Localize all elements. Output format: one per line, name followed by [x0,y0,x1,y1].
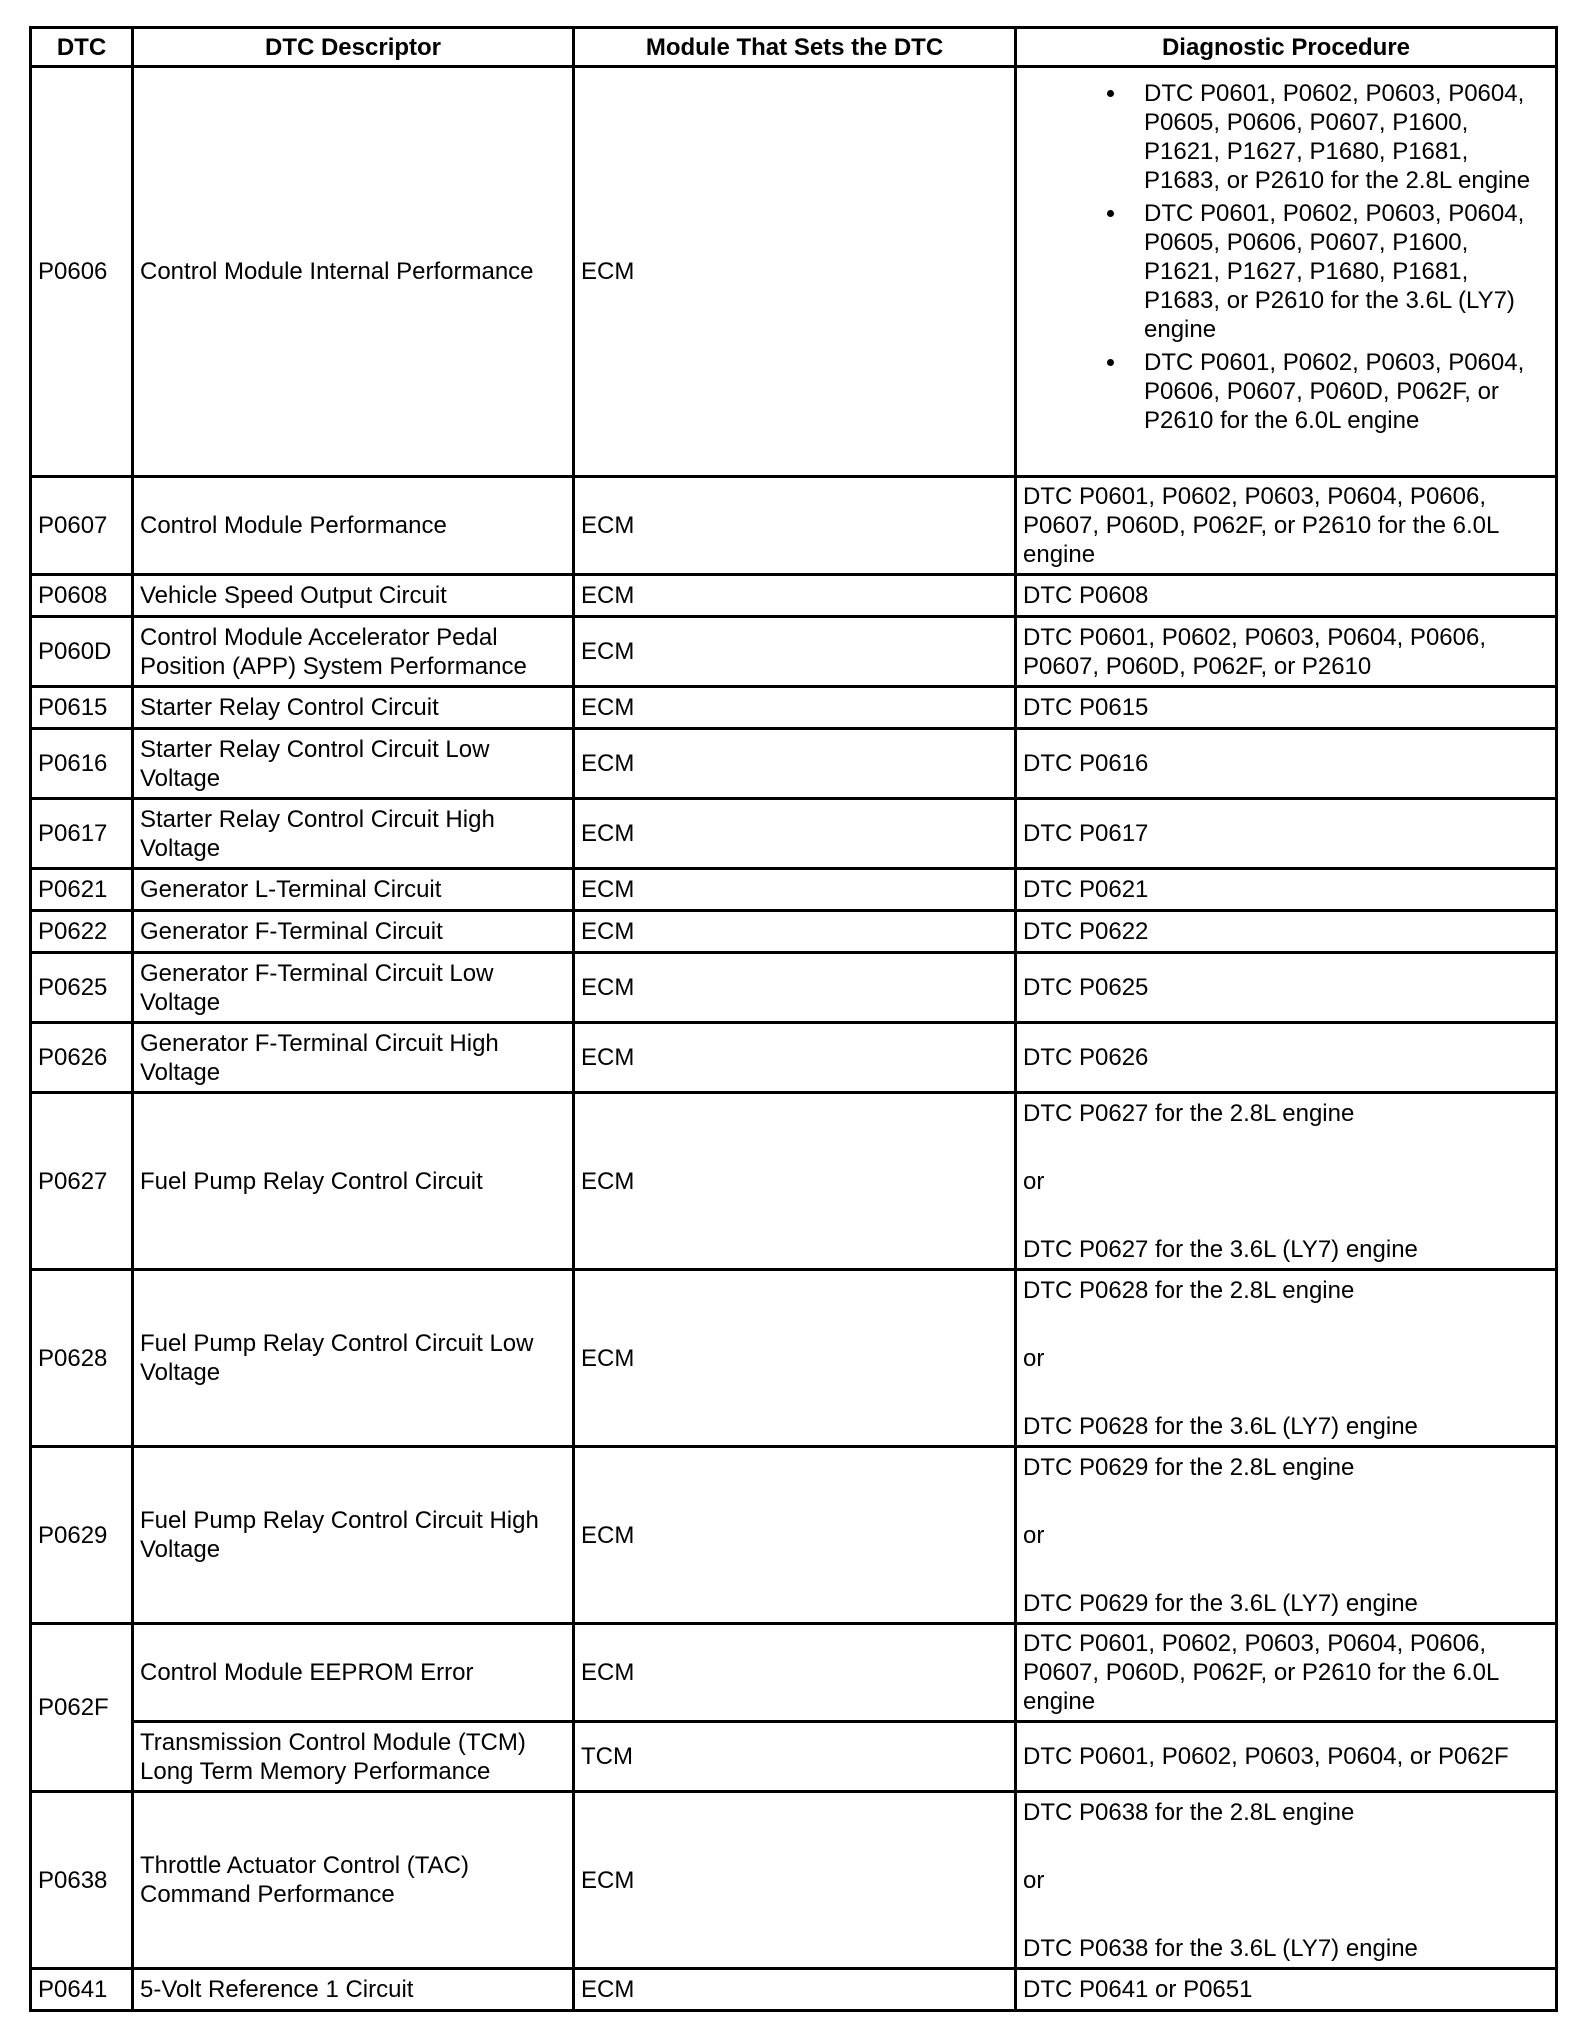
procedure-option: DTC P0629 for the 3.6L (LY7) engine [1023,1589,1418,1617]
dtc-module: ECM [574,687,1016,729]
dtc-code: P0621 [31,869,133,911]
spacer [1023,1895,1549,1934]
procedure-option: DTC P0627 for the 2.8L engine [1023,1099,1355,1127]
dtc-code: P0622 [31,911,133,953]
dtc-code: P0607 [31,477,133,575]
dtc-code: P0638 [31,1792,133,1969]
dtc-descriptor: Fuel Pump Relay Control Circuit High Voltage [133,1447,574,1624]
spacer [1023,1482,1549,1521]
dtc-code: P0628 [31,1270,133,1447]
dtc-code: P0608 [31,575,133,617]
spacer [1023,1305,1549,1344]
dtc-code: P0617 [31,799,133,869]
diagnostic-procedure: DTC P0626 [1016,1023,1557,1093]
dtc-descriptor: Transmission Control Module (TCM) Long Term Memory Performance [133,1722,574,1792]
diagnostic-procedure: DTC P0601, P0602, P0603, P0604, P0606, P0607, P060D, P062F, or P2610 [1016,617,1557,687]
spacer [1023,1550,1549,1589]
header-dtc: DTC [31,28,133,67]
dtc-module: ECM [574,67,1016,477]
table-row [31,799,1557,869]
procedure-option: DTC P0627 for the 3.6L (LY7) engine [1023,1235,1418,1263]
dtc-descriptor: 5-Volt Reference 1 Circuit [133,1969,574,2011]
diagnostic-procedure: DTC P0608 [1016,575,1557,617]
diagnostic-procedure: DTC P0621 [1016,869,1557,911]
dtc-module: ECM [574,575,1016,617]
table-row [31,575,1557,617]
diagnostic-procedure: DTC P0601, P0602, P0603, P0604, P0606, P0607, P060D, P062F, or P2610 for the 6.0L engine [1016,1624,1557,1722]
procedure-option: DTC P0628 for the 3.6L (LY7) engine [1023,1412,1418,1440]
table-row [31,1792,1557,1969]
procedure-option: DTC P0638 for the 3.6L (LY7) engine [1023,1934,1418,1962]
header-row [31,28,1557,67]
procedure-or: or [1023,1866,1045,1894]
spacer [1023,1128,1549,1167]
diagnostic-procedure: DTC P0622 [1016,911,1557,953]
dtc-code: P0629 [31,1447,133,1624]
table-row [31,617,1557,687]
dtc-module: ECM [574,1023,1016,1093]
procedure-option: DTC P0628 for the 2.8L engine [1023,1276,1355,1304]
dtc-code: P0625 [31,953,133,1023]
dtc-module: ECM [574,1447,1016,1624]
dtc-code: P062F [31,1624,133,1792]
dtc-module: ECM [574,1624,1016,1722]
header-module: Module That Sets the DTC [574,28,1016,67]
diagnostic-procedure [1016,1447,1557,1624]
table-row [31,1722,1557,1792]
table-row [31,869,1557,911]
dtc-descriptor: Throttle Actuator Control (TAC) Command Performance [133,1792,574,1969]
dtc-module: ECM [574,1093,1016,1270]
table-row [31,1093,1557,1270]
dtc-descriptor: Fuel Pump Relay Control Circuit Low Voltage [133,1270,574,1447]
procedure-or: or [1023,1167,1045,1195]
diagnostic-procedure [1016,1093,1557,1270]
table-row [31,1270,1557,1447]
header-descriptor: DTC Descriptor [133,28,574,67]
dtc-code: P0627 [31,1093,133,1270]
table-row [31,67,1557,477]
dtc-code: P0616 [31,729,133,799]
diagnostic-procedure: DTC P0616 [1016,729,1557,799]
dtc-module: ECM [574,729,1016,799]
procedure-list [1023,79,1549,435]
dtc-descriptor: Fuel Pump Relay Control Circuit [133,1093,574,1270]
dtc-descriptor: Starter Relay Control Circuit [133,687,574,729]
dtc-module: ECM [574,1792,1016,1969]
spacer [1023,1196,1549,1235]
dtc-module: ECM [574,869,1016,911]
dtc-descriptor: Control Module EEPROM Error [133,1624,574,1722]
diagnostic-procedure: DTC P0625 [1016,953,1557,1023]
dtc-descriptor: Control Module Accelerator Pedal Position (APP) System Performance [133,617,574,687]
dtc-code: P060D [31,617,133,687]
procedure-or: or [1023,1344,1045,1372]
dtc-code: P0626 [31,1023,133,1093]
diagnostic-procedure: DTC P0615 [1016,687,1557,729]
table-row [31,911,1557,953]
dtc-module: ECM [574,617,1016,687]
dtc-descriptor: Starter Relay Control Circuit High Voltage [133,799,574,869]
dtc-descriptor: Control Module Performance [133,477,574,575]
procedure-option: DTC P0638 for the 2.8L engine [1023,1798,1355,1826]
diagnostic-procedure [1016,1792,1557,1969]
dtc-module: ECM [574,1969,1016,2011]
spacer [1023,1373,1549,1412]
dtc-module: ECM [574,1270,1016,1447]
dtc-code: P0615 [31,687,133,729]
dtc-module: ECM [574,953,1016,1023]
table-row [31,953,1557,1023]
dtc-module: ECM [574,911,1016,953]
dtc-descriptor: Generator L-Terminal Circuit [133,869,574,911]
table-row [31,729,1557,799]
diagnostic-procedure: DTC P0617 [1016,799,1557,869]
diagnostic-procedure [1016,1270,1557,1447]
dtc-descriptor: Generator F-Terminal Circuit Low Voltage [133,953,574,1023]
diagnostic-procedure: DTC P0641 or P0651 [1016,1969,1557,2011]
dtc-code: P0641 [31,1969,133,2011]
table-row [31,1624,1557,1722]
dtc-module: TCM [574,1722,1016,1792]
procedure-list-item: • DTC P0601, P0602, P0603, P0604, P0606, P0607, P060D, P062F, or P2610 for the 6.0L engine [1128,348,1549,435]
dtc-descriptor: Generator F-Terminal Circuit High Voltage [133,1023,574,1093]
diagnostic-procedure: DTC P0601, P0602, P0603, P0604, P0606, P0607, P060D, P062F, or P2610 for the 6.0L engine [1016,477,1557,575]
table-row [31,1447,1557,1624]
dtc-descriptor: Generator F-Terminal Circuit [133,911,574,953]
spacer [1023,1827,1549,1866]
dtc-module: ECM [574,477,1016,575]
dtc-table [29,26,1558,2012]
procedure-list-item: • DTC P0601, P0602, P0603, P0604, P0605, P0606, P0607, P1600, P1621, P1627, P1680, P1681, P1683, or P2610 for the 2.8L engine [1128,79,1549,195]
dtc-module: ECM [574,799,1016,869]
table-row [31,1023,1557,1093]
diagnostic-procedure [1016,67,1557,477]
table-row [31,477,1557,575]
dtc-descriptor: Control Module Internal Performance [133,67,574,477]
procedure-list-item: • DTC P0601, P0602, P0603, P0604, P0605, P0606, P0607, P1600, P1621, P1627, P1680, P1681, P1683, or P2610 for the 3.6L (LY7) engine [1128,199,1549,344]
dtc-descriptor: Starter Relay Control Circuit Low Voltage [133,729,574,799]
procedure-option: DTC P0629 for the 2.8L engine [1023,1453,1355,1481]
dtc-descriptor: Vehicle Speed Output Circuit [133,575,574,617]
procedure-or: or [1023,1521,1045,1549]
table-row [31,687,1557,729]
header-procedure: Diagnostic Procedure [1016,28,1557,67]
diagnostic-procedure: DTC P0601, P0602, P0603, P0604, or P062F [1016,1722,1557,1792]
dtc-code: P0606 [31,67,133,477]
table-row [31,1969,1557,2011]
